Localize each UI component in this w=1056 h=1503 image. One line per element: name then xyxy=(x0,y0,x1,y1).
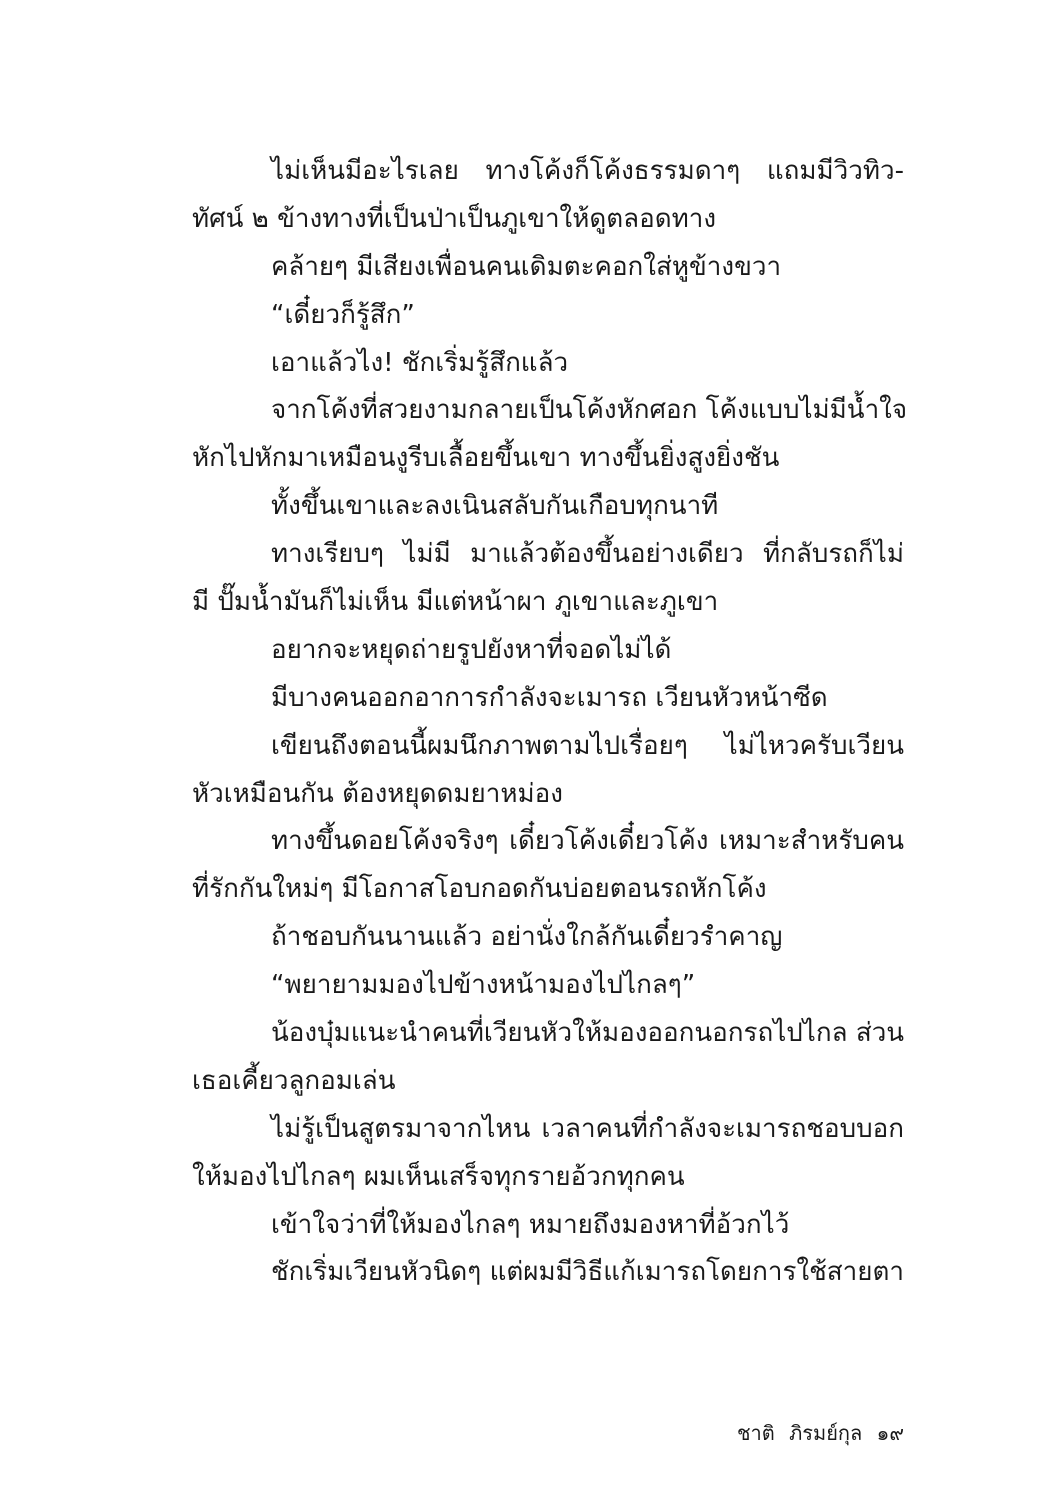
text-line: หัวเหมือนกัน ต้องหยุดดมยาหม่อง xyxy=(192,778,563,809)
text-line: จากโค้งที่สวยงามกลายเป็นโค้งหักศอก โค้งแบบไม่มีน้ำใจ xyxy=(271,395,908,426)
text-line: มีบางคนออกอาการกำลังจะเมารถ เวียนหัวหน้าซีด xyxy=(271,682,828,713)
body-text xyxy=(192,148,908,1297)
text-line: ทัศน์ ๒ ข้างทางที่เป็นป่าเป็นภูเขาให้ดูตลอดทาง xyxy=(192,203,717,234)
text-line: ไม่เห็นมีอะไรเลย ทางโค้งก็โค้งธรรมดาๆ แถมมีวิวทิว- xyxy=(271,156,904,186)
text-line: “เดี๋ยวก็รู้สึก” xyxy=(271,299,415,330)
text-line: เขียนถึงตอนนี้ผมนึกภาพตามไปเรื่อยๆ ไม่ไหวครับเวียน xyxy=(271,730,904,761)
text-line: ทางขึ้นดอยโค้งจริงๆ เดี๋ยวโค้งเดี๋ยวโค้ง เหมาะสำหรับคน xyxy=(271,826,904,857)
text-line: ให้มองไปไกลๆ ผมเห็นเสร็จทุกรายอ้วกทุกคน xyxy=(192,1161,685,1192)
text-line: ทั้งขึ้นเขาและลงเนินสลับกันเกือบทุกนาที xyxy=(271,491,719,522)
text-line: “พยายามมองไปข้างหน้ามองไปไกลๆ” xyxy=(271,970,696,1001)
text-line: มี ปั๊มน้ำมันก็ไม่เห็น มีแต่หน้าผา ภูเขาและภูเขา xyxy=(192,587,719,618)
text-line: ไม่รู้เป็นสูตรมาจากไหน เวลาคนที่กำลังจะเมารถชอบบอก xyxy=(271,1113,904,1144)
text-line: คล้ายๆ มีเสียงเพื่อนคนเดิมตะคอกใส่หูข้างขวา xyxy=(271,251,782,282)
text-line: น้องบุ๋มแนะนำคนที่เวียนหัวให้มองออกนอกรถไปไกล ส่วน xyxy=(271,1018,905,1049)
text-line: ที่รักกันใหม่ๆ มีโอกาสโอบกอดกันบ่อยตอนรถหักโค้ง xyxy=(192,874,767,905)
text-line: เธอเคี้ยวลูกอมเล่น xyxy=(192,1065,396,1096)
text-line: ชักเริ่มเวียนหัวนิดๆ แต่ผมมีวิธีแก้เมารถโดยการใช้สายตา xyxy=(271,1257,904,1288)
page-footer: ชาติ ภิรมย์กุล ๑๙ xyxy=(736,1421,904,1445)
text-line: ถ้าชอบกันนานแล้ว อย่านั่งใกล้กันเดี๋ยวรำคาญ xyxy=(271,922,783,953)
text-line: เอาแล้วไง! ชักเริ่มรู้สึกแล้ว xyxy=(271,347,569,378)
text-line: หักไปหักมาเหมือนงูรีบเลื้อยขึ้นเขา ทางขึ้นยิ่งสูงยิ่งชัน xyxy=(192,443,780,474)
text-line: อยากจะหยุดถ่ายรูปยังหาที่จอดไม่ได้ xyxy=(271,634,672,665)
text-line: เข้าใจว่าที่ให้มองไกลๆ หมายถึงมองหาที่อ้วกไว้ xyxy=(271,1209,790,1240)
text-line: ทางเรียบๆ ไม่มี มาแล้วต้องขึ้นอย่างเดียว ที่กลับรถก็ไม่ xyxy=(271,539,904,570)
